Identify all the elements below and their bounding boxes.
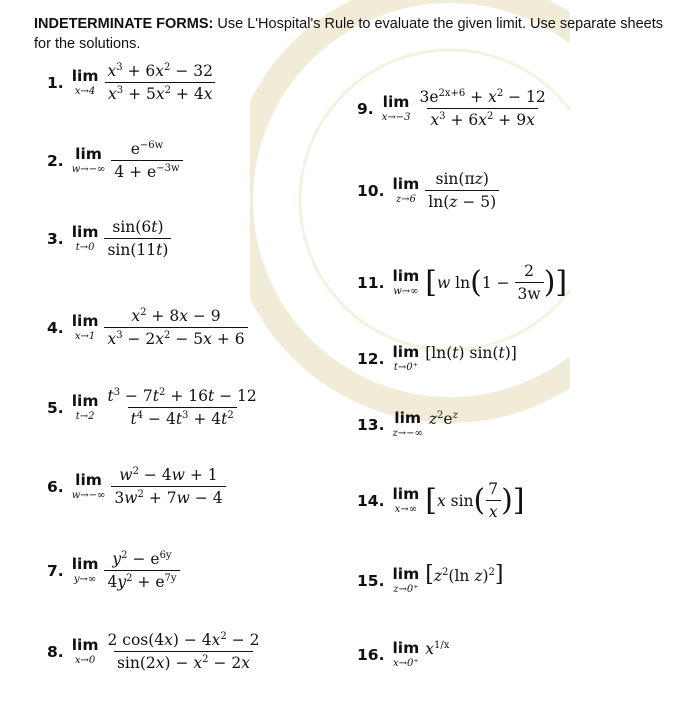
limit-approach: z→0⁺ xyxy=(393,584,419,595)
problem-number: 2. xyxy=(47,151,64,170)
problem-number: 14. xyxy=(357,491,385,510)
limit-operator xyxy=(72,224,99,253)
limit-operator xyxy=(72,637,99,666)
limit-operator xyxy=(392,640,419,669)
limit-operator xyxy=(392,486,419,515)
lim-word: lim xyxy=(392,343,420,361)
problem-number: 5. xyxy=(47,398,64,417)
limit-approach: t→0 xyxy=(75,242,95,253)
problem-number: 6. xyxy=(47,477,64,496)
limit-operator xyxy=(392,268,419,297)
lim-word: lim xyxy=(392,565,420,583)
limit-approach: z→−∞ xyxy=(392,428,423,439)
lim-word: lim xyxy=(392,639,420,657)
limit-approach: w→−∞ xyxy=(71,164,106,175)
numerator: $e^{-6w}$ xyxy=(130,140,164,158)
lim-word: lim xyxy=(71,223,99,241)
limit-operator xyxy=(392,410,422,439)
problem-6 xyxy=(47,466,226,507)
denominator: sin(11t) xyxy=(104,238,171,259)
problem-15 xyxy=(357,562,504,595)
limit-approach: x→0 xyxy=(74,655,96,666)
expression: [ln(t) sin(t)] xyxy=(425,343,517,362)
limit-approach: x→4 xyxy=(74,86,96,97)
denominator: $t^4 - 4t^3 + 4t^2$ xyxy=(128,407,237,428)
expression: $x^{1/x}$ xyxy=(425,639,450,658)
expression: [ x sin ( $\frac{7}{x}$ )] xyxy=(425,480,525,521)
denominator: $4y^2 + e^{7y}$ xyxy=(104,570,179,591)
problem-number: 13. xyxy=(357,415,385,434)
limit-operator xyxy=(72,472,106,501)
denominator: $\sin(2x) - x^2 - 2x$ xyxy=(114,651,253,672)
expression: [ w ln ( 1 − $\frac{2}{3w}$ )] xyxy=(425,262,568,303)
lim-word: lim xyxy=(392,267,420,285)
lim-word: lim xyxy=(71,312,99,330)
fraction xyxy=(104,631,262,672)
problem-number: 12. xyxy=(357,349,385,368)
numerator: sin(πz) xyxy=(435,170,489,188)
problem-11 xyxy=(357,262,567,303)
limit-operator xyxy=(392,566,419,595)
problem-number: 3. xyxy=(47,229,64,248)
lim-word: lim xyxy=(382,93,410,111)
lim-word: lim xyxy=(71,555,99,573)
limit-approach: x→0⁺ xyxy=(393,658,419,669)
numerator: $x^2 + 8x - 9$ xyxy=(131,307,221,325)
fraction xyxy=(104,550,179,591)
fraction xyxy=(104,218,171,259)
problem-1 xyxy=(47,62,216,103)
numerator: $y^2 - e^{6y}$ xyxy=(112,550,172,568)
problem-14 xyxy=(357,480,525,521)
denominator: $x^3 + 5x^2 + 4x$ xyxy=(105,82,215,103)
fraction xyxy=(104,387,259,428)
problem-8 xyxy=(47,631,262,672)
limit-operator xyxy=(382,94,411,123)
limit-operator xyxy=(392,176,419,205)
numerator: $x^3 + 6x^2 - 32$ xyxy=(107,62,213,80)
fraction xyxy=(111,466,225,507)
lim-word: lim xyxy=(394,409,422,427)
header-instructions: Use L'Hospital's Rule to evaluate the given limit. Use separate sheets for the solutions. xyxy=(34,16,664,52)
fraction xyxy=(104,307,247,348)
limit-approach: x→1 xyxy=(74,331,96,342)
lim-word: lim xyxy=(392,175,420,193)
limit-approach: t→2 xyxy=(75,411,95,422)
limit-operator xyxy=(72,313,99,342)
lim-word: lim xyxy=(75,471,102,489)
problem-number: 7. xyxy=(47,561,64,580)
numerator: $3e^{2x+6} + x^2 - 12$ xyxy=(419,88,546,106)
limit-approach: w→∞ xyxy=(393,286,419,297)
lim-word: lim xyxy=(71,67,99,85)
problem-number: 11. xyxy=(357,273,385,292)
limit-operator xyxy=(392,344,419,373)
numerator: $w^2 - 4w + 1$ xyxy=(119,466,218,484)
limit-approach: z→6 xyxy=(395,194,416,205)
problem-7 xyxy=(47,550,180,591)
denominator: ln(z − 5) xyxy=(425,190,499,211)
problem-number: 15. xyxy=(357,571,385,590)
limit-approach: t→0⁺ xyxy=(393,362,418,373)
problem-3 xyxy=(47,218,171,259)
limit-operator xyxy=(72,556,99,585)
instructions-header xyxy=(34,14,674,54)
denominator: $x^3 + 6x^2 + 9x$ xyxy=(427,108,537,129)
fraction xyxy=(104,62,216,103)
problem-10 xyxy=(357,170,499,211)
header-title: INDETERMINATE FORMS: xyxy=(34,16,214,32)
watermark-seal xyxy=(250,0,570,440)
limit-approach: x→−3 xyxy=(381,112,411,123)
lim-word: lim xyxy=(71,392,99,410)
problem-number: 4. xyxy=(47,318,64,337)
fraction xyxy=(425,170,499,211)
denominator: $4 + e^{-3w}$ xyxy=(111,160,182,181)
problem-12 xyxy=(357,344,517,373)
problem-4 xyxy=(47,307,248,348)
limit-approach: y→∞ xyxy=(73,574,97,585)
numerator: 2 $\cos(4x) - 4x^2 - 2$ xyxy=(107,631,260,649)
numerator: sin(6t) xyxy=(112,218,164,236)
expression: [$z^2(\ln$ z)$^2$] xyxy=(425,562,504,587)
fraction xyxy=(111,140,182,181)
numerator: $t^3 - 7t^2 + 16t - 12$ xyxy=(107,387,257,405)
problem-5 xyxy=(47,387,260,428)
limit-approach: w→−∞ xyxy=(71,490,106,501)
problem-number: 8. xyxy=(47,642,64,661)
limit-operator xyxy=(72,68,99,97)
limit-approach: x→∞ xyxy=(394,504,418,515)
limit-operator xyxy=(72,146,106,175)
denominator: $x^3 - 2x^2 - 5x + 6$ xyxy=(104,327,247,348)
expression: $z^2e^z$ xyxy=(428,409,458,428)
lim-word: lim xyxy=(71,636,99,654)
problem-number: 9. xyxy=(357,99,374,118)
lim-word: lim xyxy=(75,145,102,163)
problem-16 xyxy=(357,640,449,669)
lim-word: lim xyxy=(392,485,420,503)
problem-13 xyxy=(357,410,458,439)
fraction xyxy=(416,88,548,129)
problem-number: 1. xyxy=(47,73,64,92)
limit-operator xyxy=(72,393,99,422)
problem-2 xyxy=(47,140,183,181)
denominator: $3w^2 + 7w - 4$ xyxy=(111,486,225,507)
problem-number: 16. xyxy=(357,645,385,664)
problem-number: 10. xyxy=(357,181,385,200)
problem-9 xyxy=(357,88,549,129)
